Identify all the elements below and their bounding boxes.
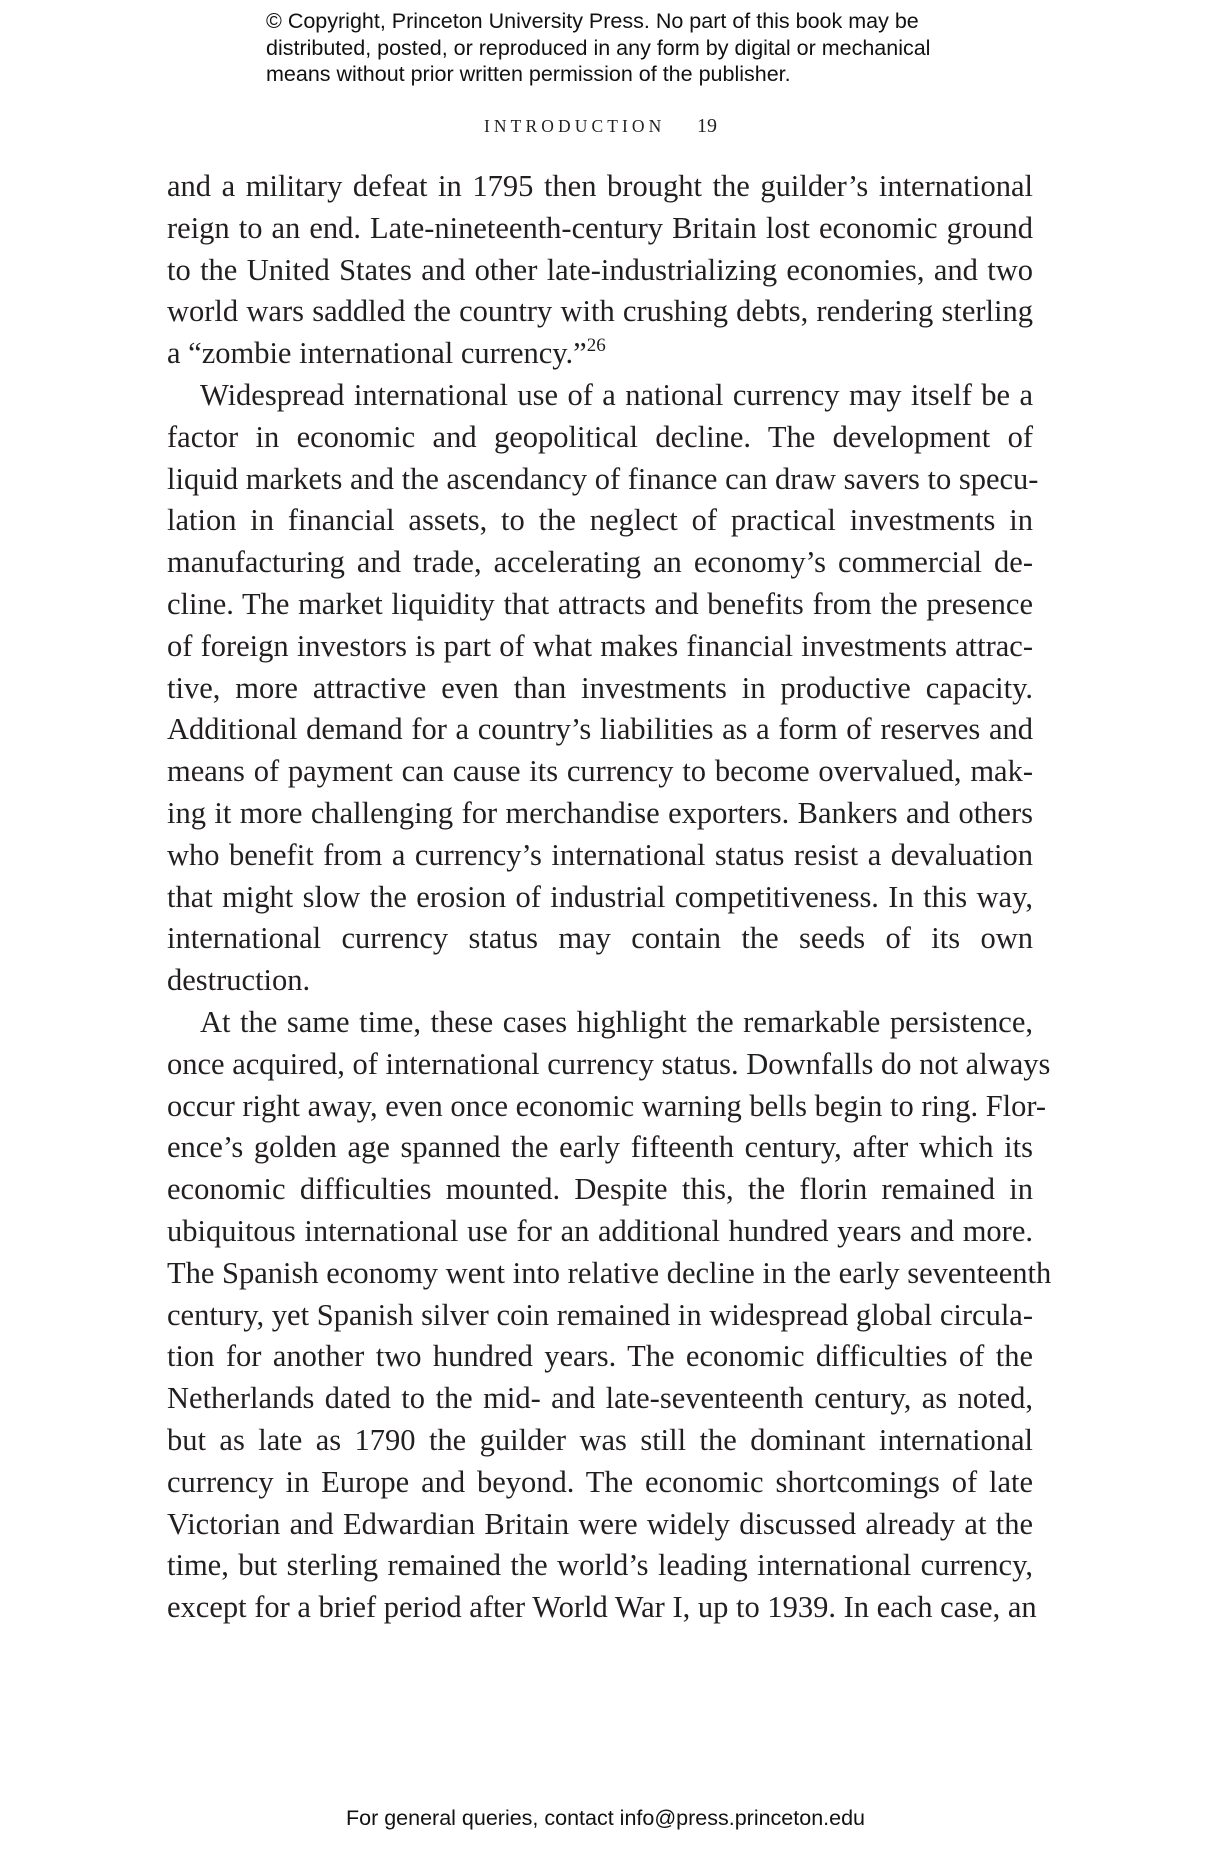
text-line: At the same time, these cases highlight the remarkable persistence, bbox=[200, 1004, 1033, 1039]
text-line: that might slow the erosion of industrial competitiveness. In this way, bbox=[167, 879, 1033, 914]
text-line: manufacturing and trade, accelerating an economy’s commercial de- bbox=[167, 545, 1033, 580]
contact-text: For general queries, contact info@press.princeton.edu bbox=[346, 1806, 866, 1830]
text-line: reign to an end. Late-nineteenth-century Britain lost economic ground bbox=[167, 210, 1033, 245]
running-head bbox=[0, 110, 1225, 140]
text-line: currency in Europe and beyond. The economic shortcomings of late bbox=[167, 1464, 1033, 1499]
paragraph bbox=[167, 1002, 1052, 1629]
text-line: to the United States and other late-industrializing economies, and two bbox=[167, 252, 1033, 287]
text-line: destruction. bbox=[167, 963, 311, 998]
text-line: but as late as 1790 the guilder was still the dominant international bbox=[167, 1422, 1033, 1457]
text-line: international currency status may contain the seeds of its own bbox=[167, 921, 1033, 956]
section-title: INTRODUCTION bbox=[484, 116, 666, 136]
text-line: ubiquitous international use for an additional hundred years and more. bbox=[167, 1213, 1033, 1248]
text-line: factor in economic and geopolitical decline. The development of bbox=[167, 419, 1033, 454]
text-line: lation in financial assets, to the neglect of practical investments in bbox=[167, 503, 1033, 538]
text-line: economic difficulties mounted. Despite this, the florin remained in bbox=[167, 1172, 1033, 1207]
text-line: Victorian and Edwardian Britain were widely discussed already at the bbox=[167, 1506, 1033, 1541]
text-line: world wars saddled the country with crushing debts, rendering sterling bbox=[167, 294, 1033, 329]
text-line: ence’s golden age spanned the early fifteenth century, after which its bbox=[167, 1130, 1033, 1165]
text-line: and a military defeat in 1795 then brought the guilder’s international bbox=[167, 169, 1033, 203]
text-line: Netherlands dated to the mid- and late-seventeenth century, as noted, bbox=[167, 1381, 1033, 1416]
text-line: occur right away, even once economic warning bells begin to ring. Flor- bbox=[167, 1088, 1047, 1123]
copyright-line: distributed, posted, or reproduced in any form by digital or mechanical bbox=[266, 35, 931, 60]
footnote-reference[interactable]: 26 bbox=[586, 335, 606, 357]
copyright-line: means without prior written permission of the publisher. bbox=[266, 62, 791, 86]
text-line: tive, more attractive even than investments in productive capacity. bbox=[167, 670, 1033, 705]
text-line: ing it more challenging for merchandise exporters. Bankers and others bbox=[167, 795, 1033, 830]
text-line: liquid markets and the ascendancy of finance can draw savers to specu- bbox=[167, 461, 1039, 496]
page-number: 19 bbox=[697, 115, 717, 137]
text-line bbox=[167, 333, 1033, 375]
text-line: except for a brief period after World War I, up to 1939. In each case, an bbox=[167, 1590, 1037, 1625]
text-line: tion for another two hundred years. The economic difficulties of the bbox=[167, 1339, 1033, 1374]
paragraph bbox=[167, 166, 1033, 375]
text-line: Widespread international use of a national currency may itself be a bbox=[200, 377, 1033, 412]
text-line: means of payment can cause its currency to become overvalued, mak- bbox=[167, 754, 1033, 789]
text-line: of foreign investors is part of what makes financial investments attrac- bbox=[167, 628, 1033, 663]
paragraph bbox=[167, 375, 1039, 1002]
body-text bbox=[167, 166, 1052, 1629]
copyright-notice bbox=[266, 8, 1026, 88]
text-line: century, yet Spanish silver coin remained in widespread global circula- bbox=[167, 1297, 1033, 1332]
text-line: once acquired, of international currency status. Downfalls do not always bbox=[167, 1046, 1051, 1081]
text-line: Additional demand for a country’s liabilities as a form of reserves and bbox=[167, 712, 1033, 747]
text-line: cline. The market liquidity that attracts and benefits from the presence bbox=[167, 586, 1033, 621]
text-line: time, but sterling remained the world’s leading international currency, bbox=[167, 1548, 1033, 1583]
text-line: who benefit from a currency’s international status resist a devaluation bbox=[167, 837, 1033, 872]
text-line: The Spanish economy went into relative decline in the early seventeenth bbox=[167, 1255, 1052, 1290]
copyright-line: © Copyright, Princeton University Press. No part of this book may be bbox=[266, 9, 919, 33]
text-fragment: a “zombie international currency.” bbox=[167, 336, 587, 371]
